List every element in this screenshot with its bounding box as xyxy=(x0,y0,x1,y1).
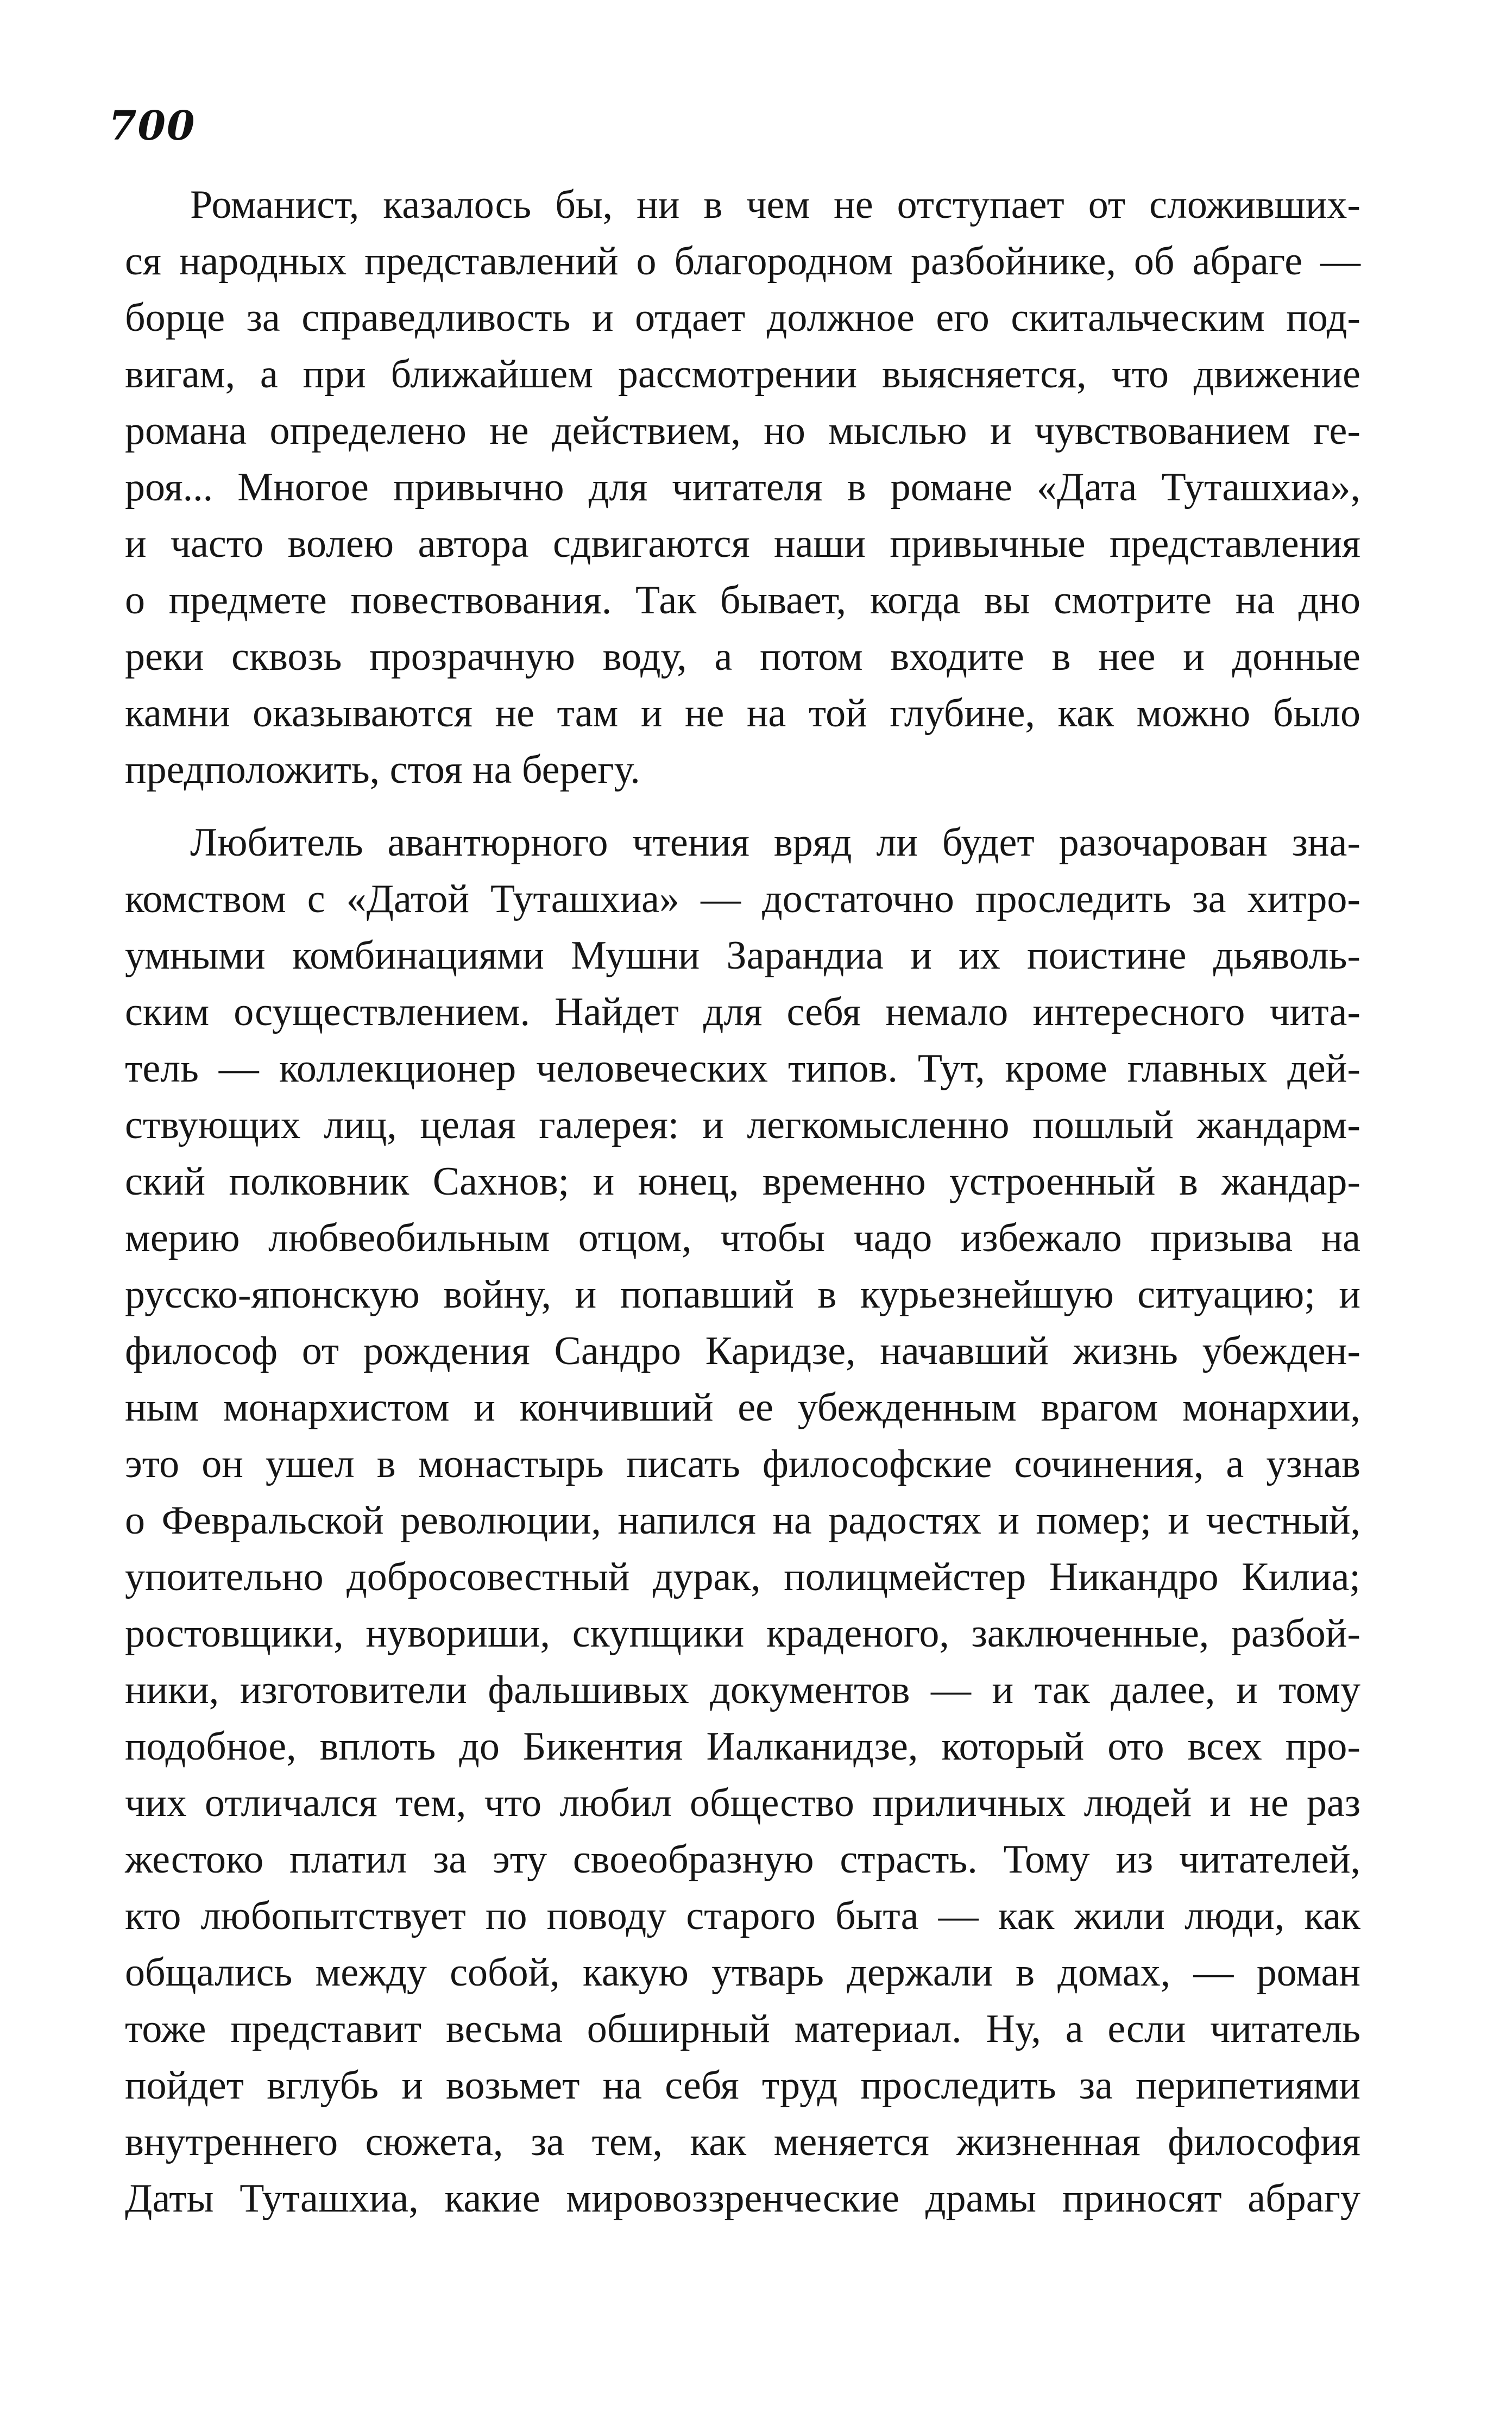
text-line: камни оказываются не там и не на той глубине, как можно было xyxy=(125,691,1360,736)
paragraph xyxy=(125,814,1360,2227)
text-line: ники, изготовители фальшивых документов — и так далее, и тому xyxy=(125,1668,1360,1712)
body-text xyxy=(125,177,1360,2227)
page-number: 700 xyxy=(109,103,196,149)
text-line: русско-японскую войну, и попавший в курьезнейшую ситуацию; и xyxy=(125,1272,1360,1317)
text-line: реки сквозь прозрачную воду, а потом входите в нее и донные xyxy=(125,635,1360,679)
text-line: борце за справедливость и отдает должное его скитальческим под- xyxy=(125,296,1360,340)
text-line: общались между собой, какую утварь держали в домах, — роман xyxy=(125,1950,1360,1995)
text-line: мерию любвеобильным отцом, чтобы чадо избежало призыва на xyxy=(125,1216,1360,1260)
paragraph-gap xyxy=(125,798,1360,814)
text-line: это он ушел в монастырь писать философские сочинения, а узнав xyxy=(125,1442,1360,1486)
text-line: ским осуществлением. Найдет для себя немало интересного чита- xyxy=(125,990,1360,1034)
text-line: ным монархистом и кончивший ее убежденным врагом монархии, xyxy=(125,1385,1360,1430)
text-line: тоже представит весьма обширный материал. Ну, а если читатель xyxy=(125,2007,1360,2051)
text-line: Даты Туташхиа, какие мировоззренческие драмы приносят абрагу xyxy=(125,2176,1360,2221)
text-line: ствующих лиц, целая галерея: и легкомысленно пошлый жандарм- xyxy=(125,1103,1360,1147)
paragraph xyxy=(125,177,1360,798)
text-line: о Февральской революции, напился на радостях и помер; и честный, xyxy=(125,1498,1360,1543)
text-line: Романист, казалось бы, ни в чем не отступает от сложивших- xyxy=(190,183,1360,227)
text-line: о предмете повествования. Так бывает, когда вы смотрите на дно xyxy=(125,578,1360,623)
text-line: и часто волею автора сдвигаются наши привычные представления xyxy=(125,522,1360,566)
text-line: пойдет вглубь и возьмет на себя труд проследить за перипетиями xyxy=(125,2063,1360,2108)
text-line: тель — коллекционер человеческих типов. Тут, кроме главных дей- xyxy=(125,1046,1360,1091)
text-line: жестоко платил за эту своеобразную страсть. Тому из читателей, xyxy=(125,1837,1360,1882)
text-line: ся народных представлений о благородном разбойнике, об абраге — xyxy=(125,239,1360,284)
text-line: вигам, а при ближайшем рассмотрении выясняется, что движение xyxy=(125,352,1360,397)
text-line: философ от рождения Сандро Каридзе, начавший жизнь убежден- xyxy=(125,1329,1360,1373)
text-line: комством с «Датой Туташхиа» — достаточно проследить за хитро- xyxy=(125,877,1360,921)
text-line: предположить, стоя на берегу. xyxy=(125,748,640,792)
text-line: ский полковник Сахнов; и юнец, временно устроенный в жандар- xyxy=(125,1159,1360,1204)
text-line: подобное, вплоть до Бикентия Иалканидзе, который ото всех про- xyxy=(125,1724,1360,1769)
text-line: кто любопытствует по поводу старого быта — как жили люди, как xyxy=(125,1894,1360,1938)
text-line: чих отличался тем, что любил общество приличных людей и не раз xyxy=(125,1781,1360,1825)
text-line: внутреннего сюжета, за тем, как меняется жизненная философия xyxy=(125,2120,1360,2164)
text-line: ростовщики, нувориши, скупщики краденого, заключенные, разбой- xyxy=(125,1611,1360,1656)
text-line: Любитель авантюрного чтения вряд ли будет разочарован зна- xyxy=(190,820,1360,865)
text-line: романа определено не действием, но мыслью и чувствованием ге- xyxy=(125,409,1360,453)
text-line: роя... Многое привычно для читателя в романе «Дата Туташхиа», xyxy=(125,465,1360,510)
text-line: упоительно добросовестный дурак, полицмейстер Никандро Килиа; xyxy=(125,1555,1360,1599)
text-line: умными комбинациями Мушни Зарандиа и их поистине дьяволь- xyxy=(125,933,1360,978)
